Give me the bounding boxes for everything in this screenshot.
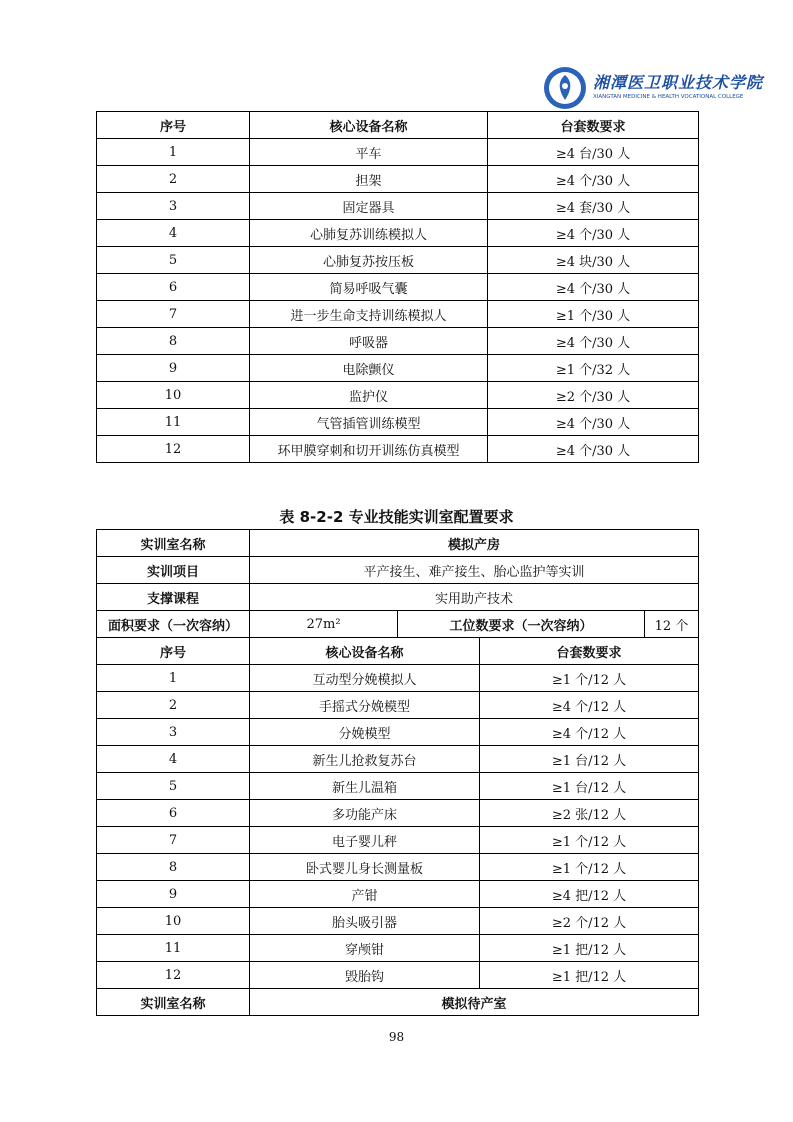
column-header: 序号 bbox=[97, 638, 250, 665]
table-cell: 穿颅钳 bbox=[250, 935, 480, 962]
room-label: 实训室名称 bbox=[97, 530, 250, 557]
table-cell: 8 bbox=[97, 328, 250, 355]
table-row bbox=[97, 800, 699, 827]
table-cell: ≥1 个/30 人 bbox=[488, 301, 699, 328]
table-row bbox=[97, 881, 699, 908]
table-cell: 电子婴儿秤 bbox=[250, 827, 480, 854]
table-cell: 气管插管训练模型 bbox=[250, 409, 488, 436]
table-cell: 互动型分娩模拟人 bbox=[250, 665, 480, 692]
table-cell: 进一步生命支持训练模拟人 bbox=[250, 301, 488, 328]
table-cell: 12 bbox=[97, 962, 250, 989]
table-cell: ≥4 个/30 人 bbox=[488, 409, 699, 436]
course-row bbox=[97, 584, 699, 611]
area-label: 面积要求（一次容纳） bbox=[97, 611, 250, 638]
table-cell: 2 bbox=[97, 692, 250, 719]
course-value: 实用助产技术 bbox=[250, 584, 699, 611]
table-row bbox=[97, 139, 699, 166]
table-cell: 手摇式分娩模型 bbox=[250, 692, 480, 719]
table-cell: 2 bbox=[97, 166, 250, 193]
table-cell: ≥4 把/12 人 bbox=[480, 881, 699, 908]
table-cell: 监护仪 bbox=[250, 382, 488, 409]
table-cell: 12 bbox=[97, 436, 250, 463]
table-cell: 6 bbox=[97, 274, 250, 301]
table-cell: ≥1 个/12 人 bbox=[480, 827, 699, 854]
table-row bbox=[97, 719, 699, 746]
table-cell: ≥1 台/12 人 bbox=[480, 746, 699, 773]
table-cell: ≥1 个/12 人 bbox=[480, 854, 699, 881]
table-cell: 固定器具 bbox=[250, 193, 488, 220]
table-row bbox=[97, 301, 699, 328]
table-row bbox=[97, 328, 699, 355]
table-cell: 9 bbox=[97, 355, 250, 382]
table-cell: ≥4 台/30 人 bbox=[488, 139, 699, 166]
table-cell: 新生儿抢救复苏台 bbox=[250, 746, 480, 773]
school-name-en: XIANGTAN MEDICINE & HEALTH VOCATIONAL COLLEGE bbox=[593, 94, 744, 100]
column-header: 序号 bbox=[97, 112, 250, 139]
table-cell: ≥4 套/30 人 bbox=[488, 193, 699, 220]
equipment-table-1 bbox=[96, 111, 699, 463]
table-cell: 心肺复苏训练模拟人 bbox=[250, 220, 488, 247]
table-row bbox=[97, 382, 699, 409]
table-cell: 新生儿温箱 bbox=[250, 773, 480, 800]
table-cell: ≥4 块/30 人 bbox=[488, 247, 699, 274]
table-cell: 3 bbox=[97, 719, 250, 746]
table-cell: 11 bbox=[97, 935, 250, 962]
table-row bbox=[97, 193, 699, 220]
table-row bbox=[97, 247, 699, 274]
school-name: 湘潭医卫职业技术学院 bbox=[593, 73, 764, 92]
column-header: 核心设备名称 bbox=[250, 638, 480, 665]
table-cell: ≥1 把/12 人 bbox=[480, 962, 699, 989]
table-cell: 呼吸器 bbox=[250, 328, 488, 355]
table-cell: ≥2 个/30 人 bbox=[488, 382, 699, 409]
table-cell: ≥4 个/12 人 bbox=[480, 719, 699, 746]
column-header: 台套数要求 bbox=[480, 638, 699, 665]
table-row bbox=[97, 409, 699, 436]
table-cell: ≥1 个/12 人 bbox=[480, 665, 699, 692]
table-cell: ≥4 个/30 人 bbox=[488, 328, 699, 355]
station-label: 工位数要求（一次容纳） bbox=[398, 611, 645, 638]
table-cell: 7 bbox=[97, 301, 250, 328]
area-row bbox=[97, 611, 699, 638]
table-row bbox=[97, 908, 699, 935]
station-value: 12 个 bbox=[645, 611, 699, 638]
table-row bbox=[97, 746, 699, 773]
column-header: 台套数要求 bbox=[488, 112, 699, 139]
table-cell: 4 bbox=[97, 220, 250, 247]
project-label: 实训项目 bbox=[97, 557, 250, 584]
page-number: 98 bbox=[388, 1030, 405, 1044]
table-row bbox=[97, 854, 699, 881]
table-row bbox=[97, 665, 699, 692]
table-cell: 环甲膜穿刺和切开训练仿真模型 bbox=[250, 436, 488, 463]
next-room-label: 实训室名称 bbox=[97, 989, 250, 1016]
equipment-table-2 bbox=[96, 529, 699, 1016]
table-cell: ≥1 台/12 人 bbox=[480, 773, 699, 800]
table-cell: 电除颤仪 bbox=[250, 355, 488, 382]
table-cell: ≥4 个/30 人 bbox=[488, 220, 699, 247]
room-value: 模拟产房 bbox=[250, 530, 699, 557]
table-cell: 心肺复苏按压板 bbox=[250, 247, 488, 274]
table-header-row bbox=[97, 638, 699, 665]
area-value: 27m² bbox=[250, 611, 398, 638]
table-row bbox=[97, 935, 699, 962]
table-cell: 胎头吸引器 bbox=[250, 908, 480, 935]
table-cell: ≥2 个/12 人 bbox=[480, 908, 699, 935]
table-cell: 6 bbox=[97, 800, 250, 827]
table-cell: 1 bbox=[97, 665, 250, 692]
table-row bbox=[97, 274, 699, 301]
table-cell: 7 bbox=[97, 827, 250, 854]
table-caption: 表 8-2-2 专业技能实训室配置要求 bbox=[279, 508, 514, 526]
table-cell: 1 bbox=[97, 139, 250, 166]
table-row bbox=[97, 166, 699, 193]
table-cell: ≥1 把/12 人 bbox=[480, 935, 699, 962]
table-cell: 毁胎钩 bbox=[250, 962, 480, 989]
next-room-value: 模拟待产室 bbox=[250, 989, 699, 1016]
table-cell: ≥4 个/30 人 bbox=[488, 166, 699, 193]
table-row bbox=[97, 827, 699, 854]
table-cell: 卧式婴儿身长测量板 bbox=[250, 854, 480, 881]
table-row bbox=[97, 436, 699, 463]
table-cell: 简易呼吸气囊 bbox=[250, 274, 488, 301]
table-row bbox=[97, 220, 699, 247]
table-cell: 产钳 bbox=[250, 881, 480, 908]
table-cell: ≥2 张/12 人 bbox=[480, 800, 699, 827]
next-room-row bbox=[97, 989, 699, 1016]
table-cell: 担架 bbox=[250, 166, 488, 193]
table-cell: ≥4 个/12 人 bbox=[480, 692, 699, 719]
table-row bbox=[97, 773, 699, 800]
table-cell: ≥4 个/30 人 bbox=[488, 274, 699, 301]
room-row bbox=[97, 530, 699, 557]
table-cell: 10 bbox=[97, 908, 250, 935]
project-value: 平产接生、难产接生、胎心监护等实训 bbox=[250, 557, 699, 584]
table-cell: 多功能产床 bbox=[250, 800, 480, 827]
table-cell: 11 bbox=[97, 409, 250, 436]
school-emblem-icon bbox=[543, 66, 587, 110]
table-cell: 分娩模型 bbox=[250, 719, 480, 746]
table-cell: ≥1 个/32 人 bbox=[488, 355, 699, 382]
table-cell: 平车 bbox=[250, 139, 488, 166]
table-header-row bbox=[97, 112, 699, 139]
table-cell: 10 bbox=[97, 382, 250, 409]
table-cell: 5 bbox=[97, 773, 250, 800]
table-cell: 3 bbox=[97, 193, 250, 220]
table-row bbox=[97, 962, 699, 989]
school-logo bbox=[543, 66, 764, 110]
project-row bbox=[97, 557, 699, 584]
table-cell: 4 bbox=[97, 746, 250, 773]
column-header: 核心设备名称 bbox=[250, 112, 488, 139]
table-row bbox=[97, 355, 699, 382]
table-row bbox=[97, 692, 699, 719]
table-cell: ≥4 个/30 人 bbox=[488, 436, 699, 463]
table-cell: 9 bbox=[97, 881, 250, 908]
course-label: 支撑课程 bbox=[97, 584, 250, 611]
table-cell: 5 bbox=[97, 247, 250, 274]
table-cell: 8 bbox=[97, 854, 250, 881]
